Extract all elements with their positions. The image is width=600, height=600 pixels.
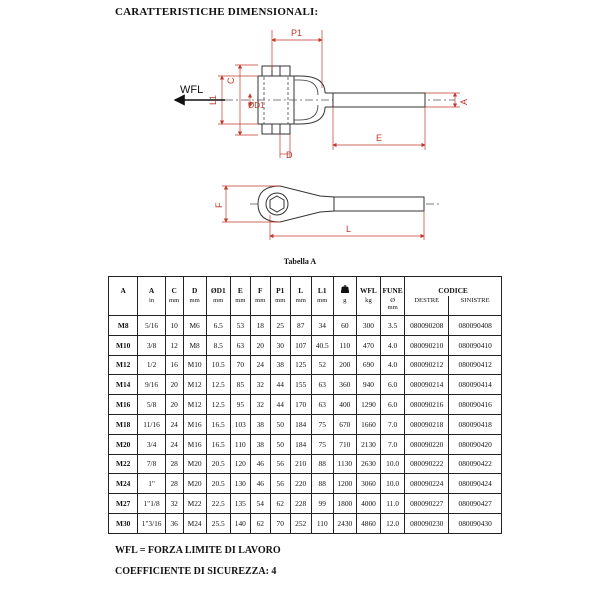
table-cell: 63 [230, 335, 250, 355]
table-row [109, 454, 502, 474]
label-c: C [226, 77, 236, 84]
table-cell: 24 [250, 355, 270, 375]
header-cell: FUNE [381, 277, 405, 297]
unit-cell: mm [250, 296, 270, 316]
table-cell: 228 [290, 494, 311, 514]
table-cell: 46 [250, 454, 270, 474]
table-cell: 155 [290, 375, 311, 395]
unit-cell: g [333, 296, 356, 316]
table-cell: 1/2 [138, 355, 165, 375]
header-cell: A [109, 277, 138, 297]
table-cell: 7/8 [138, 454, 165, 474]
header-cell: L [290, 277, 311, 297]
table-row [109, 375, 502, 395]
table-cell: 38 [270, 355, 290, 375]
table-cell: 10.5 [206, 355, 230, 375]
header-cell: A [138, 277, 165, 297]
table-cell: 7.0 [381, 434, 405, 454]
size-cell: M8 [109, 316, 138, 336]
table-cell: 4860 [356, 513, 380, 533]
label-l1: L1 [208, 94, 218, 105]
table-cell: 210 [290, 454, 311, 474]
unit-cell: mm [183, 296, 206, 316]
table-row [109, 335, 502, 355]
table-row [109, 494, 502, 514]
table-cell: 1" [138, 474, 165, 494]
table-cell: 95 [230, 395, 250, 415]
table-cell: 63 [311, 375, 333, 395]
table-cell: 1290 [356, 395, 380, 415]
table-row [109, 414, 502, 434]
table-cell: 56 [270, 454, 290, 474]
size-cell: M20 [109, 434, 138, 454]
table-cell: 16.5 [206, 434, 230, 454]
table-cell: 20.5 [206, 474, 230, 494]
table-cell: 53 [230, 316, 250, 336]
header-cell: WFL [356, 277, 380, 297]
table-cell: M20 [183, 474, 206, 494]
table-cell: 1"3/16 [138, 513, 165, 533]
table-cell: 52 [311, 355, 333, 375]
table-cell: 22.5 [206, 494, 230, 514]
table-cell: 34 [311, 316, 333, 336]
table-cell: 4.0 [381, 355, 405, 375]
unit-cell: SINISTRE [449, 296, 502, 316]
table-cell: 6.0 [381, 375, 405, 395]
table-cell: M6 [183, 316, 206, 336]
table-cell: 080090408 [449, 316, 502, 336]
table-cell: 46 [250, 474, 270, 494]
size-cell: M27 [109, 494, 138, 514]
table-cell: 99 [311, 494, 333, 514]
table-cell: 88 [311, 474, 333, 494]
table-cell: 63 [311, 395, 333, 415]
table-cell: 54 [250, 494, 270, 514]
table-cell: 080090210 [405, 335, 449, 355]
table-cell: 16.5 [206, 414, 230, 434]
table-cell: 7.0 [381, 414, 405, 434]
table-cell: 200 [333, 355, 356, 375]
dimension-lines-bottom [222, 186, 424, 240]
table-cell: 38 [250, 414, 270, 434]
table-cell: 70 [270, 513, 290, 533]
table-cell: 080090414 [449, 375, 502, 395]
table-cell: 080090214 [405, 375, 449, 395]
table-cell: 080090218 [405, 414, 449, 434]
table-cell: M12 [183, 395, 206, 415]
table-cell: 9/16 [138, 375, 165, 395]
table-cell: 080090222 [405, 454, 449, 474]
header-cell: L1 [311, 277, 333, 297]
table-cell: 3.5 [381, 316, 405, 336]
table-cell: 120 [230, 454, 250, 474]
table-cell: 6.0 [381, 395, 405, 415]
table-cell: 3060 [356, 474, 380, 494]
table-cell: 25 [270, 316, 290, 336]
table-cell: 10.0 [381, 454, 405, 474]
table-cell: 75 [311, 434, 333, 454]
unit-cell: mm [230, 296, 250, 316]
table-cell: 080090412 [449, 355, 502, 375]
table-cell: 62 [250, 513, 270, 533]
table-cell: 110 [230, 434, 250, 454]
wfl-note: WFL = FORZA LIMITE DI LAVORO [115, 545, 281, 556]
header-cell: D [183, 277, 206, 297]
table-cell: 135 [230, 494, 250, 514]
table-cell: 107 [290, 335, 311, 355]
table-cell: M12 [183, 375, 206, 395]
table-cell: 75 [311, 414, 333, 434]
table-cell: 670 [333, 414, 356, 434]
table-header-row [109, 277, 502, 297]
table-cell: 32 [250, 395, 270, 415]
table-cell: 10.0 [381, 474, 405, 494]
table-cell: 10 [165, 316, 183, 336]
table-row [109, 355, 502, 375]
table-cell: M22 [183, 494, 206, 514]
table-cell: 125 [290, 355, 311, 375]
table-cell: 470 [356, 335, 380, 355]
unit-cell: in [138, 296, 165, 316]
table-cell: 1800 [333, 494, 356, 514]
table-cell: 080090424 [449, 474, 502, 494]
table-cell: 24 [165, 434, 183, 454]
table-cell: 85 [230, 375, 250, 395]
header-cell: C [165, 277, 183, 297]
label-e: E [376, 133, 383, 143]
table-cell: 400 [333, 395, 356, 415]
table-cell: 3/8 [138, 335, 165, 355]
table-cell: 710 [333, 434, 356, 454]
unit-cell: mm [311, 296, 333, 316]
size-cell: M24 [109, 474, 138, 494]
table-cell: 140 [230, 513, 250, 533]
header-cell-codice: CODICE [405, 277, 502, 297]
label-a: A [459, 98, 469, 105]
table-cell: 20 [165, 395, 183, 415]
table-units-row [109, 296, 502, 316]
label-f: F [214, 202, 224, 208]
table-cell: 690 [356, 355, 380, 375]
fune-unit-mm: mm [387, 304, 398, 311]
table-cell: 940 [356, 375, 380, 395]
table-cell: 44 [270, 395, 290, 415]
table-cell: 36 [165, 513, 183, 533]
table-cell: 080090227 [405, 494, 449, 514]
table-cell: 5/8 [138, 395, 165, 415]
size-cell: M12 [109, 355, 138, 375]
table-cell: 87 [290, 316, 311, 336]
table-cell: 080090418 [449, 414, 502, 434]
fork-top-view [250, 186, 440, 222]
table-cell: 24 [165, 414, 183, 434]
table-cell: 080090416 [449, 395, 502, 415]
table-cell: 28 [165, 454, 183, 474]
table-cell: 3/4 [138, 434, 165, 454]
page-heading: CARATTERISTICHE DIMENSIONALI: [115, 6, 319, 18]
table-cell: M10 [183, 355, 206, 375]
table-cell: 12.5 [206, 375, 230, 395]
technical-drawing [0, 0, 600, 260]
table-cell: 1200 [333, 474, 356, 494]
table-cell: 62 [270, 494, 290, 514]
unit-cell: mm [206, 296, 230, 316]
size-cell: M16 [109, 395, 138, 415]
table-cell: 38 [250, 434, 270, 454]
table-cell: 184 [290, 414, 311, 434]
table-cell: 18 [250, 316, 270, 336]
table-cell: 080090427 [449, 494, 502, 514]
table-cell: 88 [311, 454, 333, 474]
table-cell: 080090410 [449, 335, 502, 355]
table-cell: 080090212 [405, 355, 449, 375]
table-cell: 4.0 [381, 335, 405, 355]
table-cell: 1130 [333, 454, 356, 474]
header-cell-weight [333, 277, 356, 297]
table-cell: M16 [183, 434, 206, 454]
unit-cell: mm [270, 296, 290, 316]
table-cell: 32 [165, 494, 183, 514]
table-cell: 16 [165, 355, 183, 375]
header-cell: P1 [270, 277, 290, 297]
table-cell: 300 [356, 316, 380, 336]
table-cell: 12.0 [381, 513, 405, 533]
table-cell: 080090216 [405, 395, 449, 415]
label-d: D [286, 150, 293, 160]
unit-cell: mm [290, 296, 311, 316]
table-cell: M24 [183, 513, 206, 533]
table-cell: 2430 [333, 513, 356, 533]
table-row [109, 395, 502, 415]
table-row [109, 434, 502, 454]
label-d1: ØD1 [248, 101, 265, 110]
table-cell: 080090220 [405, 434, 449, 454]
table-cell: 1"1/8 [138, 494, 165, 514]
table-caption: Tabella A [283, 257, 317, 266]
table-cell: M16 [183, 414, 206, 434]
header-cell: F [250, 277, 270, 297]
table-cell: 70 [230, 355, 250, 375]
table-cell: M20 [183, 454, 206, 474]
table-cell: 5/16 [138, 316, 165, 336]
header-cell: ØD1 [206, 277, 230, 297]
unit-cell-fune [381, 296, 405, 316]
table-cell: 103 [230, 414, 250, 434]
table-cell: 40.5 [311, 335, 333, 355]
table-cell: 20 [250, 335, 270, 355]
table-cell: 080090208 [405, 316, 449, 336]
table-cell: 11.0 [381, 494, 405, 514]
table-cell: 30 [270, 335, 290, 355]
table-cell: 32 [250, 375, 270, 395]
dimensions-table [108, 276, 502, 534]
table-cell: 56 [270, 474, 290, 494]
table-cell: 110 [333, 335, 356, 355]
table-cell: 130 [230, 474, 250, 494]
table-cell: 11/16 [138, 414, 165, 434]
table-cell: 080090230 [405, 513, 449, 533]
table-cell: 20.5 [206, 454, 230, 474]
unit-cell [109, 296, 138, 316]
table-cell: 080090430 [449, 513, 502, 533]
table-cell: 2630 [356, 454, 380, 474]
size-cell: M10 [109, 335, 138, 355]
table-cell: 6.5 [206, 316, 230, 336]
table-cell: 110 [311, 513, 333, 533]
unit-cell: DESTRE [405, 296, 449, 316]
unit-cell: mm [165, 296, 183, 316]
label-wfl: WFL [180, 84, 204, 96]
fork-side-view [225, 66, 455, 134]
table-cell: 44 [270, 375, 290, 395]
table-cell: 184 [290, 434, 311, 454]
table-cell: 080090422 [449, 454, 502, 474]
table-cell: 2130 [356, 434, 380, 454]
table-body [109, 316, 502, 534]
table-cell: 170 [290, 395, 311, 415]
table-cell: 252 [290, 513, 311, 533]
table-row [109, 474, 502, 494]
table-cell: 28 [165, 474, 183, 494]
weight-icon [341, 284, 349, 293]
table-cell: 1660 [356, 414, 380, 434]
table-cell: 080090224 [405, 474, 449, 494]
size-cell: M18 [109, 414, 138, 434]
table-cell: 220 [290, 474, 311, 494]
table-cell: 360 [333, 375, 356, 395]
header-cell: E [230, 277, 250, 297]
table-cell: 50 [270, 414, 290, 434]
table-cell: 4000 [356, 494, 380, 514]
table-cell: 8.5 [206, 335, 230, 355]
table-cell: 50 [270, 434, 290, 454]
fune-unit-symbol: Ø [390, 297, 395, 304]
label-l: L [346, 224, 352, 234]
unit-cell: kg [356, 296, 380, 316]
table-cell: M8 [183, 335, 206, 355]
table-cell: 25.5 [206, 513, 230, 533]
table-cell: 12.5 [206, 395, 230, 415]
size-cell: M22 [109, 454, 138, 474]
size-cell: M14 [109, 375, 138, 395]
size-cell: M30 [109, 513, 138, 533]
table-cell: 12 [165, 335, 183, 355]
label-p1: P1 [291, 28, 303, 38]
table-cell: 080090420 [449, 434, 502, 454]
table-row [109, 513, 502, 533]
table-row [109, 316, 502, 336]
safety-note: COEFFICIENTE DI SICUREZZA: 4 [115, 566, 277, 577]
table-cell: 60 [333, 316, 356, 336]
table-cell: 20 [165, 375, 183, 395]
